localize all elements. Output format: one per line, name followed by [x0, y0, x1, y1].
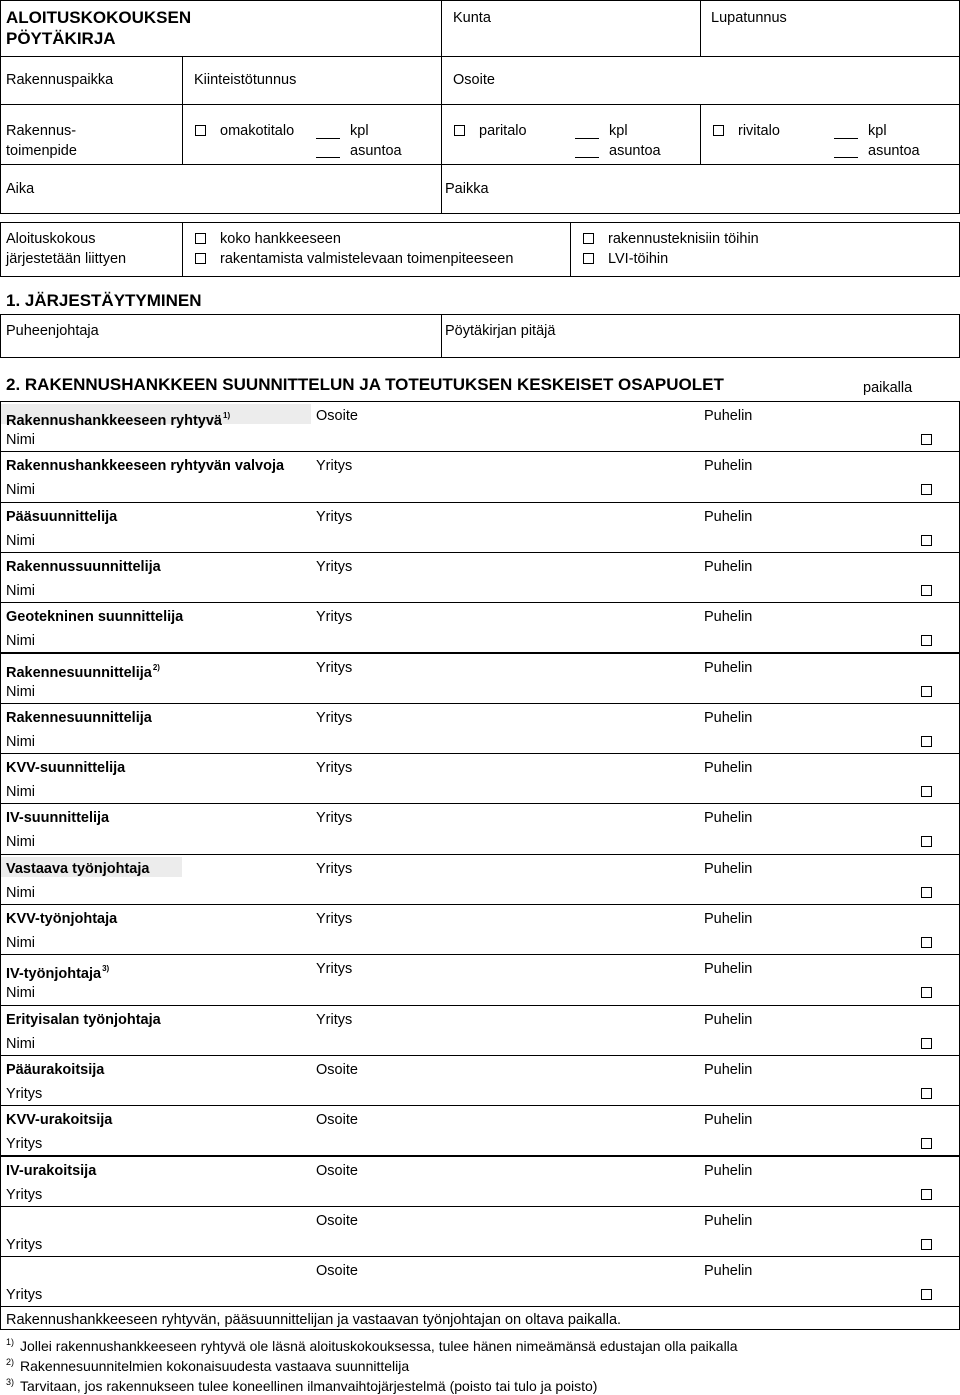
aika-label: Aika — [6, 181, 35, 197]
footnote-2-text: Rakennesuunnitelmien kokonaisuudesta vastaava suunnittelija — [20, 1358, 410, 1374]
section1-title: 1. JÄRJESTÄYTYMINEN — [6, 291, 202, 310]
party-phone-label: Puhelin — [704, 709, 753, 726]
footnote-2-mark: 2) — [6, 1357, 15, 1367]
paikalla-checkbox[interactable] — [921, 937, 932, 948]
party-sub-label: Yritys — [6, 1287, 43, 1304]
osoite-field[interactable] — [441, 56, 960, 105]
footnote-ref: 3) — [102, 964, 110, 974]
paikalla-checkbox[interactable] — [921, 1289, 932, 1300]
party-sub-label: Nimi — [6, 985, 35, 1002]
footnote-1-mark: 1) — [6, 1337, 15, 1347]
party-mid-label: Yritys — [316, 508, 353, 525]
paikalla-checkbox[interactable] — [921, 1088, 932, 1099]
paikalla-checkbox[interactable] — [921, 1138, 932, 1149]
footnote-ref: 2) — [152, 662, 160, 672]
paikalla-checkbox[interactable] — [921, 1239, 932, 1250]
koko-hankkeeseen-label: koko hankkeeseen — [220, 231, 341, 247]
party-mid-label: Yritys — [316, 709, 353, 726]
puheenjohtaja-label: Puheenjohtaja — [6, 323, 99, 339]
footnote-3-mark: 3) — [6, 1377, 15, 1387]
party-phone-label: Puhelin — [704, 911, 753, 927]
party-mid-label: Yritys — [316, 810, 353, 827]
form-title-line1: ALOITUSKOKOUKSEN — [6, 8, 192, 27]
party-mid-label: Osoite — [316, 1061, 358, 1078]
party-role — [6, 910, 117, 928]
kiinteistotunnus-label: Kiinteistötunnus — [194, 72, 297, 88]
party-mid-label: Yritys — [316, 760, 353, 777]
party-role — [6, 508, 117, 526]
osoite-label: Osoite — [453, 72, 495, 88]
omakotitalo-label: omakotitalo — [220, 123, 295, 139]
party-role-text: Rakennushankkeeseen ryhtyvä — [6, 413, 222, 429]
party-role-text: Geotekninen suunnittelija — [6, 609, 184, 626]
party-row — [0, 1055, 960, 1106]
party-sub-label: Yritys — [6, 1186, 43, 1203]
party-sub-label: Yritys — [6, 1236, 43, 1253]
party-sub-label: Nimi — [6, 884, 35, 901]
party-row — [0, 502, 960, 553]
rivitalo-checkbox[interactable] — [713, 125, 724, 136]
toimenpide-label-line2: toimenpide — [6, 143, 77, 159]
party-role-text: IV-suunnittelija — [6, 810, 110, 827]
kunta-label: Kunta — [453, 10, 491, 26]
party-mid-label: Osoite — [316, 1212, 358, 1229]
party-sub-label: Nimi — [6, 633, 35, 650]
paikalla-checkbox[interactable] — [921, 434, 932, 445]
party-role — [6, 809, 109, 827]
party-phone-label: Puhelin — [704, 558, 753, 575]
valmisteleva-checkbox[interactable] — [195, 253, 206, 264]
party-sub-label: Nimi — [6, 683, 35, 700]
party-role — [6, 457, 284, 475]
paikalla-checkbox[interactable] — [921, 535, 932, 546]
footnote-3-text: Tarvitaan, jos rakennukseen tulee koneellinen ilmanvaihtojärjestelmä (poisto tai tulo ja poisto) — [20, 1378, 598, 1394]
party-sub-label: Nimi — [6, 532, 35, 549]
party-role — [6, 1162, 96, 1180]
party-mid-label: Yritys — [316, 911, 353, 927]
party-role — [6, 1061, 104, 1079]
rakennustekniset-label: rakennusteknisiin töihin — [608, 231, 759, 247]
party-mid-label: Yritys — [316, 558, 353, 575]
party-row — [0, 1206, 960, 1257]
paikalla-checkbox[interactable] — [921, 1038, 932, 1049]
party-sub-label: Nimi — [6, 784, 35, 801]
party-sub-label: Nimi — [6, 482, 35, 499]
party-role — [6, 709, 152, 727]
lvi-checkbox[interactable] — [583, 253, 594, 264]
paritalo-asuntoa-blank[interactable] — [575, 157, 599, 158]
paikalla-checkbox[interactable] — [921, 786, 932, 797]
party-role-text: KVV-suunnittelija — [6, 760, 126, 777]
party-phone-label: Puhelin — [704, 609, 753, 626]
toimenpide-label-line1: Rakennus- — [6, 123, 77, 139]
party-sub-label: Nimi — [6, 582, 35, 599]
meeting-label-line2: järjestetään liittyen — [6, 251, 127, 267]
meeting-label-line1: Aloituskokous — [6, 231, 96, 247]
rivitalo-asuntoa-blank[interactable] — [834, 157, 858, 158]
paikalla-label: paikalla — [863, 380, 913, 396]
party-mid-label: Yritys — [316, 961, 353, 978]
party-role-text: Rakennesuunnittelija — [6, 709, 152, 726]
omakotitalo-checkbox[interactable] — [195, 125, 206, 136]
party-row — [0, 803, 960, 854]
party-role — [6, 558, 161, 576]
party-sub-label: Nimi — [6, 834, 35, 851]
paritalo-asuntoa-label: asuntoa — [609, 143, 661, 159]
party-mid-label: Yritys — [316, 659, 353, 676]
paritalo-kpl-label: kpl — [609, 123, 628, 139]
rivitalo-asuntoa-label: asuntoa — [868, 143, 920, 159]
party-role-text: Rakennesuunnittelija — [6, 664, 152, 681]
party-role-text: KVV-työnjohtaja — [6, 911, 118, 927]
party-phone-label: Puhelin — [704, 1162, 753, 1179]
party-role — [6, 1111, 112, 1129]
party-phone-label: Puhelin — [704, 408, 753, 424]
rivitalo-kpl-blank[interactable] — [834, 138, 858, 139]
party-role-text: KVV-urakoitsija — [6, 1112, 113, 1129]
party-row — [0, 753, 960, 804]
party-row — [0, 1156, 960, 1207]
party-sub-label: Yritys — [6, 1136, 43, 1153]
aika-field[interactable] — [0, 164, 442, 214]
paritalo-kpl-blank[interactable] — [575, 138, 599, 139]
party-role-text: Pääurakoitsija — [6, 1061, 105, 1078]
rakennuspaikka-label: Rakennuspaikka — [6, 72, 114, 88]
paikalla-checkbox[interactable] — [921, 987, 932, 998]
party-role — [6, 659, 160, 682]
paikka-label: Paikka — [445, 181, 489, 197]
paikalla-checkbox[interactable] — [921, 836, 932, 847]
footnote-1-text: Jollei rakennushankkeeseen ryhtyvä ole läsnä aloituskokouksessa, tulee hänen nimeämänsä edustajan olla paikalla — [20, 1338, 738, 1354]
paritalo-label: paritalo — [479, 123, 527, 139]
lupatunnus-label: Lupatunnus — [711, 10, 787, 26]
paikalla-checkbox[interactable] — [921, 887, 932, 898]
party-role — [6, 960, 109, 983]
party-role — [6, 608, 183, 626]
paikalla-checkbox[interactable] — [921, 686, 932, 697]
omakotitalo-asuntoa-label: asuntoa — [350, 143, 402, 159]
footnote-ref: 1) — [223, 411, 231, 420]
party-role — [6, 860, 149, 878]
party-phone-label: Puhelin — [704, 1112, 753, 1129]
paikalla-checkbox[interactable] — [921, 484, 932, 495]
valmisteleva-label: rakentamista valmistelevaan toimenpiteeseen — [220, 251, 514, 267]
paikalla-checkbox[interactable] — [921, 585, 932, 596]
parties-table — [0, 401, 960, 1307]
party-phone-label: Puhelin — [704, 860, 753, 877]
party-phone-label: Puhelin — [704, 961, 753, 978]
party-phone-label: Puhelin — [704, 1212, 753, 1229]
party-role-text: Rakennussuunnittelija — [6, 558, 161, 575]
lvi-label: LVI-töihin — [608, 251, 669, 267]
poytakirjan-pitaja-label: Pöytäkirjan pitäjä — [445, 323, 556, 339]
party-phone-label: Puhelin — [704, 1011, 753, 1028]
party-role — [6, 1011, 161, 1029]
omakotitalo-asuntoa-blank[interactable] — [316, 157, 340, 158]
party-mid-label: Yritys — [316, 458, 353, 475]
section2-title: 2. RAKENNUSHANKKEEN SUUNNITTELUN JA TOTEUTUKSEN KESKEISET OSAPUOLET — [6, 375, 724, 394]
party-phone-label: Puhelin — [704, 760, 753, 777]
footer-note: Rakennushankkeeseen ryhtyvän, pääsuunnittelijan ja vastaavan työnjohtajan on oltava paikalla. — [6, 1312, 622, 1328]
party-row — [0, 1256, 960, 1307]
rivitalo-kpl-label: kpl — [868, 123, 887, 139]
footnote-1 — [6, 1333, 738, 1355]
omakotitalo-kpl-blank[interactable] — [316, 138, 340, 139]
paritalo-checkbox[interactable] — [454, 125, 465, 136]
rakennustekniset-checkbox[interactable] — [583, 233, 594, 244]
party-phone-label: Puhelin — [704, 458, 753, 475]
party-mid-label: Yritys — [316, 860, 353, 877]
party-mid-label: Osoite — [316, 1112, 358, 1129]
form-title-line2: PÖYTÄKIRJA — [6, 29, 116, 48]
party-role-text: Rakennushankkeeseen ryhtyvän valvoja — [6, 458, 285, 475]
footnote-2 — [6, 1353, 409, 1375]
party-mid-label: Yritys — [316, 1011, 353, 1028]
paikalla-checkbox[interactable] — [921, 635, 932, 646]
party-phone-label: Puhelin — [704, 1263, 753, 1280]
party-phone-label: Puhelin — [704, 1061, 753, 1078]
koko-hankkeeseen-checkbox[interactable] — [195, 233, 206, 244]
paikalla-checkbox[interactable] — [921, 736, 932, 747]
party-row — [0, 954, 960, 1005]
party-mid-label: Osoite — [316, 408, 358, 424]
party-mid-label: Osoite — [316, 1162, 358, 1179]
omakotitalo-kpl-label: kpl — [350, 123, 369, 139]
rivitalo-label: rivitalo — [738, 123, 780, 139]
party-phone-label: Puhelin — [704, 810, 753, 827]
party-row — [0, 1105, 960, 1156]
party-role-text: Vastaava työnjohtaja — [6, 860, 150, 877]
party-phone-label: Puhelin — [704, 508, 753, 525]
party-phone-label: Puhelin — [704, 659, 753, 676]
party-sub-label: Yritys — [6, 1085, 43, 1102]
paikka-field[interactable] — [441, 164, 960, 214]
party-row — [0, 904, 960, 955]
party-sub-label: Nimi — [6, 935, 35, 951]
party-mid-label: Yritys — [316, 609, 353, 626]
party-mid-label: Osoite — [316, 1263, 358, 1280]
party-sub-label: Nimi — [6, 1035, 35, 1052]
party-sub-label: Nimi — [6, 432, 35, 448]
party-role-text: Erityisalan työnjohtaja — [6, 1011, 161, 1028]
party-role-text: IV-työnjohtaja — [6, 966, 102, 983]
party-sub-label: Nimi — [6, 733, 35, 750]
party-role-text: IV-urakoitsija — [6, 1162, 97, 1179]
paikalla-checkbox[interactable] — [921, 1189, 932, 1200]
party-role — [6, 407, 230, 430]
party-role — [6, 759, 125, 777]
party-role-text: Pääsuunnittelija — [6, 508, 118, 525]
